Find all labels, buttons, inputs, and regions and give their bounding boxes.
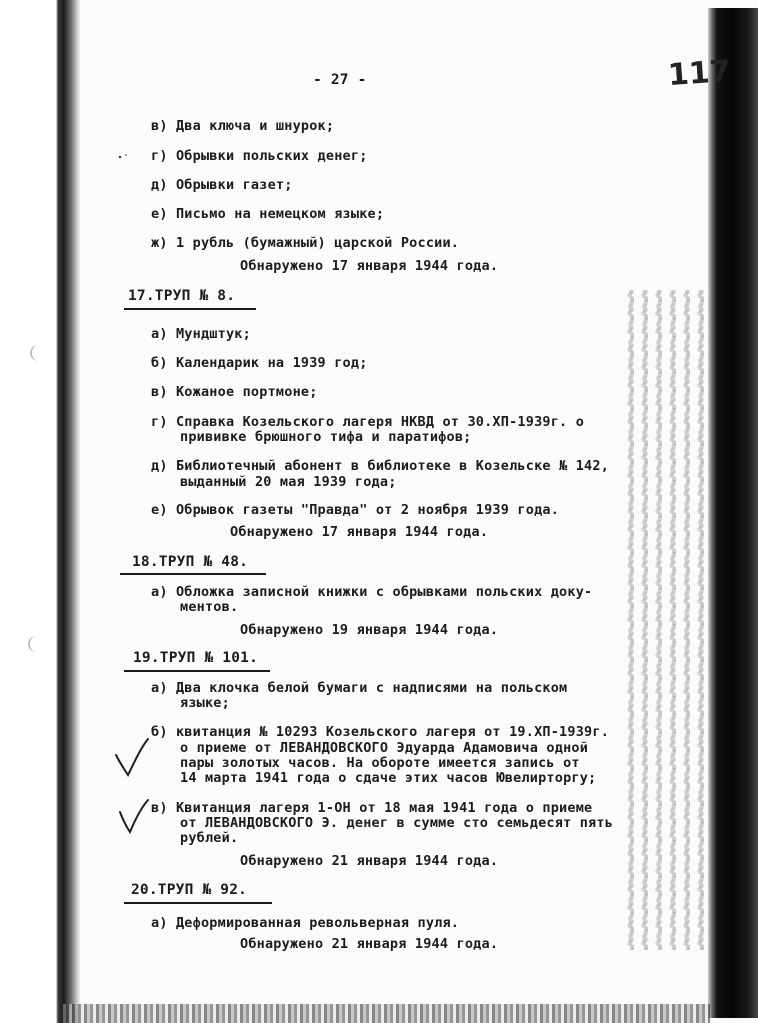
item-line: д) Библиотечный абонент в библиотеке в Козельске № 142, bbox=[151, 458, 610, 474]
item-line: г) Обрывки польских денег; bbox=[151, 148, 368, 164]
scan-dust-mark bbox=[114, 148, 132, 166]
item-line-cont: прививке брюшного тифа и паратифов; bbox=[180, 429, 472, 445]
heading-underline bbox=[120, 573, 266, 575]
discovery-date: Обнаружено 19 января 1944 года. bbox=[240, 622, 499, 638]
discovery-date: Обнаружено 17 января 1944 года. bbox=[240, 258, 499, 274]
item-line-cont: о приеме от ЛЕВАНДОВСКОГО Эдуарда Адамовича одной bbox=[180, 740, 589, 756]
scan-left-edge bbox=[0, 0, 80, 1023]
scan-bottom-edge bbox=[60, 1004, 710, 1023]
binding-stripe bbox=[708, 8, 758, 1018]
item-line: а) Мундштук; bbox=[151, 326, 251, 342]
section-heading-18: 18.ТРУП № 48. bbox=[132, 554, 249, 570]
section-heading-20: 20.ТРУП № 92. bbox=[131, 882, 248, 898]
item-line: в) Кожаное портмоне; bbox=[151, 384, 318, 400]
section-heading-17: 17.ТРУП № 8. bbox=[128, 288, 236, 304]
punch-hole-mark bbox=[30, 345, 46, 361]
item-line-cont: рублей. bbox=[180, 830, 239, 846]
punch-hole-mark bbox=[28, 636, 44, 652]
item-line: г) Справка Козельского лагеря НКВД от 30.ХП-1939г. о bbox=[151, 414, 585, 430]
item-line-cont: от ЛЕВАНДОВСКОГО Э. денег в сумме сто семьдесят пять bbox=[180, 815, 614, 831]
item-line: е) Обрывок газеты "Правда" от 2 ноября 1939 года. bbox=[151, 502, 560, 518]
handwritten-folio-number: 117 bbox=[666, 53, 732, 94]
item-line: а) Деформированная револьверная пуля. bbox=[151, 915, 460, 931]
page-number: - 27 - bbox=[313, 72, 367, 88]
item-line-cont: ментов. bbox=[180, 599, 239, 615]
item-line: е) Письмо на немецком языке; bbox=[151, 206, 385, 222]
item-line-cont: языке; bbox=[180, 695, 230, 711]
checkmark-icon bbox=[116, 796, 152, 836]
item-line: ж) 1 рубль (бумажный) царской России. bbox=[151, 235, 460, 251]
item-line: а) Обложка записной книжки с обрывками польских доку- bbox=[151, 584, 593, 600]
section-heading-19: 19.ТРУП № 101. bbox=[133, 650, 259, 666]
discovery-date: Обнаружено 21 января 1944 года. bbox=[240, 936, 499, 952]
item-line: в) Квитанция лагеря 1-ОН от 18 мая 1941 года о приеме bbox=[151, 800, 593, 816]
discovery-date: Обнаружено 17 января 1944 года. bbox=[230, 524, 489, 540]
item-line-cont: пары золотых часов. На обороте имеется запись от bbox=[180, 755, 580, 771]
item-line: д) Обрывки газет; bbox=[151, 177, 293, 193]
item-line-cont: 14 марта 1941 года о сдаче этих часов Ювелирторгу; bbox=[180, 770, 597, 786]
item-line: в) Два ключа и шнурок; bbox=[151, 118, 335, 134]
item-line: б) Календарик на 1939 год; bbox=[151, 355, 368, 371]
scan-noise bbox=[620, 290, 712, 950]
item-line: б) квитанция № 10293 Козельского лагеря от 19.ХП-1939г. bbox=[151, 724, 610, 740]
heading-underline bbox=[124, 902, 272, 904]
checkmark-icon bbox=[112, 735, 152, 779]
discovery-date: Обнаружено 21 января 1944 года. bbox=[240, 853, 499, 869]
heading-underline bbox=[124, 670, 270, 672]
item-line: а) Два клочка белой бумаги с надписями на польском bbox=[151, 680, 568, 696]
heading-underline bbox=[124, 308, 256, 310]
item-line-cont: выданный 20 мая 1939 года; bbox=[180, 474, 397, 490]
